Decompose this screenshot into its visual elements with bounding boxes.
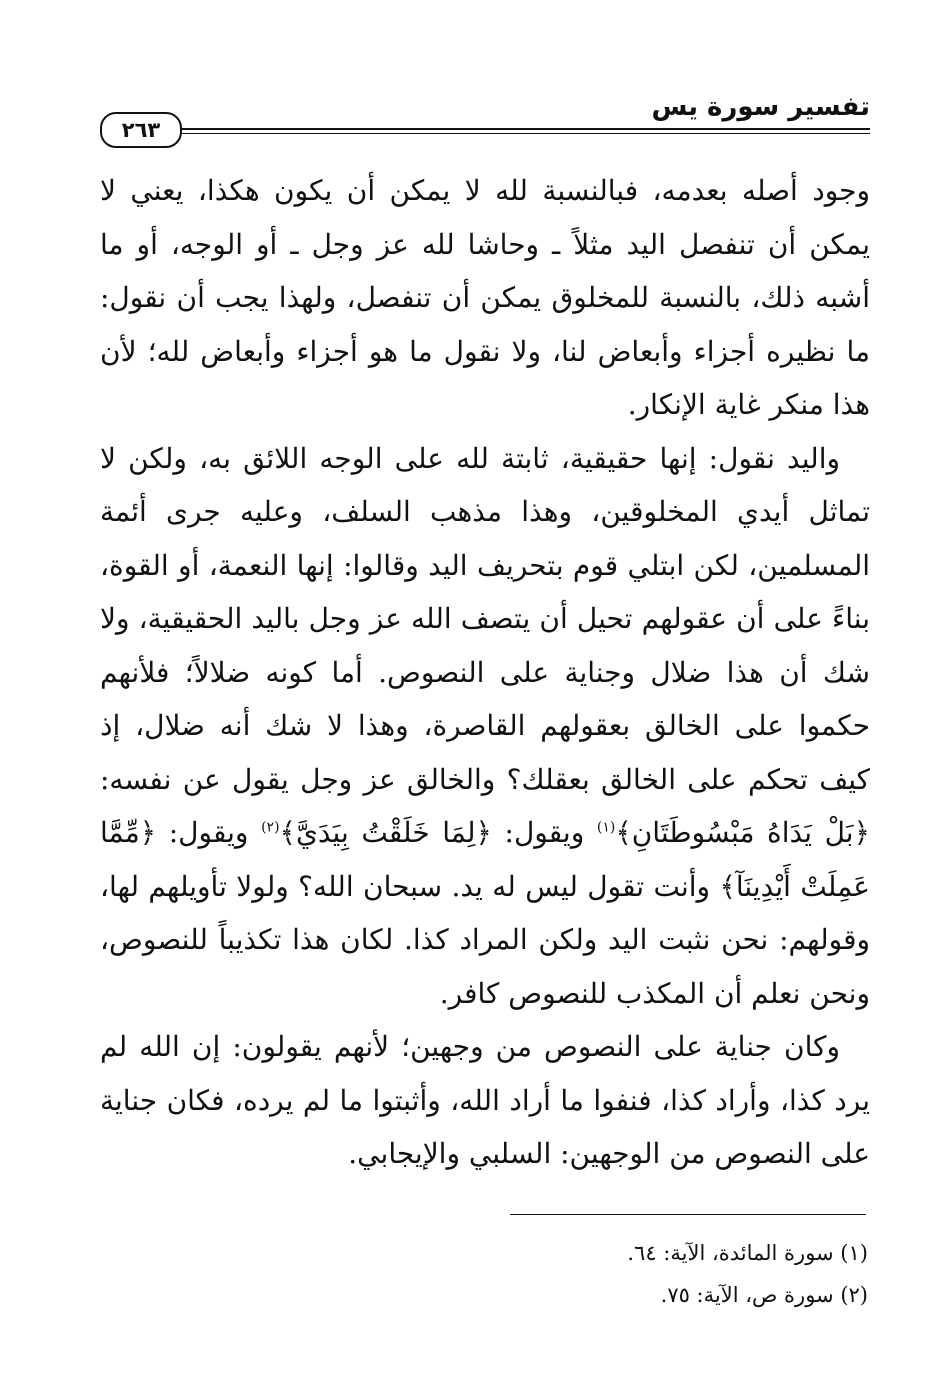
page-header [100, 92, 870, 152]
paragraph [100, 432, 870, 1021]
quran-verse: ﴿مِّمَّا عَمِلَتْ أَيْدِينَآ﴾ [100, 816, 870, 903]
text-run: وجود أصله بعدمه، فبالنسبة لله لا يمكن أن يكون هكذا، يعني لا يمكن أن تنفصل اليد مثلاً ـ وحاشا لله عز وجل ـ أو الوجه، أو ما أشبه ذلك، بالنسبة للمخلوق يمكن أن تنفصل، ولهذا يجب أن نقول: ما نظيره أجزاء وأبعاض لنا، ولا نقول ما هو أجزاء وأبعاض لله؛ لأن هذا منكر غاية الإنكار. [100, 174, 870, 421]
text-run: وأنت تقول ليس له يد. سبحان الله؟ ولولا تأويلهم لها، وقولهم: نحن نثبت اليد ولكن المراد كذا. لكان هذا تكذيباً للنصوص، ونحن نعلم أن المكذب للنصوص كافر. [100, 869, 870, 1010]
body-text [100, 164, 870, 1181]
paragraph [100, 1020, 870, 1181]
text-run: ويقول: [156, 816, 262, 849]
footnotes [100, 1232, 868, 1316]
page-number: ٢٦٣ [100, 112, 182, 148]
footnote-2: (٢) سورة ص، الآية: ٧٥. [660, 1283, 868, 1307]
footnote-ref: (٢) [261, 819, 280, 836]
footnote-rule [510, 1214, 866, 1215]
quran-verse: ﴿بَلْ يَدَاهُ مَبْسُوطَتَانِ﴾ [615, 816, 870, 849]
paragraph [100, 164, 870, 432]
running-title: تفسير سورة يس [651, 92, 870, 122]
footnote-ref: (١) [596, 819, 616, 836]
quran-verse: ﴿لِمَا خَلَقْتُ بِيَدَيَّ﴾ [279, 816, 492, 849]
text-run: واليد نقول: إنها حقيقية، ثابتة لله على الوجه اللائق به، ولكن لا تماثل أيدي المخلوقين، وهذا مذهب السلف، وعليه جرى أئمة المسلمين، لكن ابتلي قوم بتحريف اليد وقالوا: إنها النعمة، أو القوة، بناءً على أن عقولهم تحيل أن يتصف الله عز وجل باليد الحقيقية، ولا شك أن هذا ضلال وجناية على النصوص. أما كونه ضلالاً؛ فلأنهم حكموا على الخالق بعقولهم القاصرة، وهذا لا شك أنه ضلال، إذ كيف تحكم على الخالق بعقلك؟ والخالق عز وجل يقول عن نفسه: [100, 441, 870, 796]
footnote-1: (١) سورة المائدة، الآية: ٦٤. [627, 1241, 868, 1265]
text-run: ويقول: [491, 816, 597, 849]
header-rule [170, 128, 870, 134]
text-run: وكان جناية على النصوص من وجهين؛ لأنهم يقولون: إن الله لم يرد كذا، وأراد كذا، فنفوا ما أراد الله، وأثبتوا ما لم يرده، فكان جناية على النصوص من الوجهين: السلبي والإيجابي. [100, 1030, 870, 1170]
